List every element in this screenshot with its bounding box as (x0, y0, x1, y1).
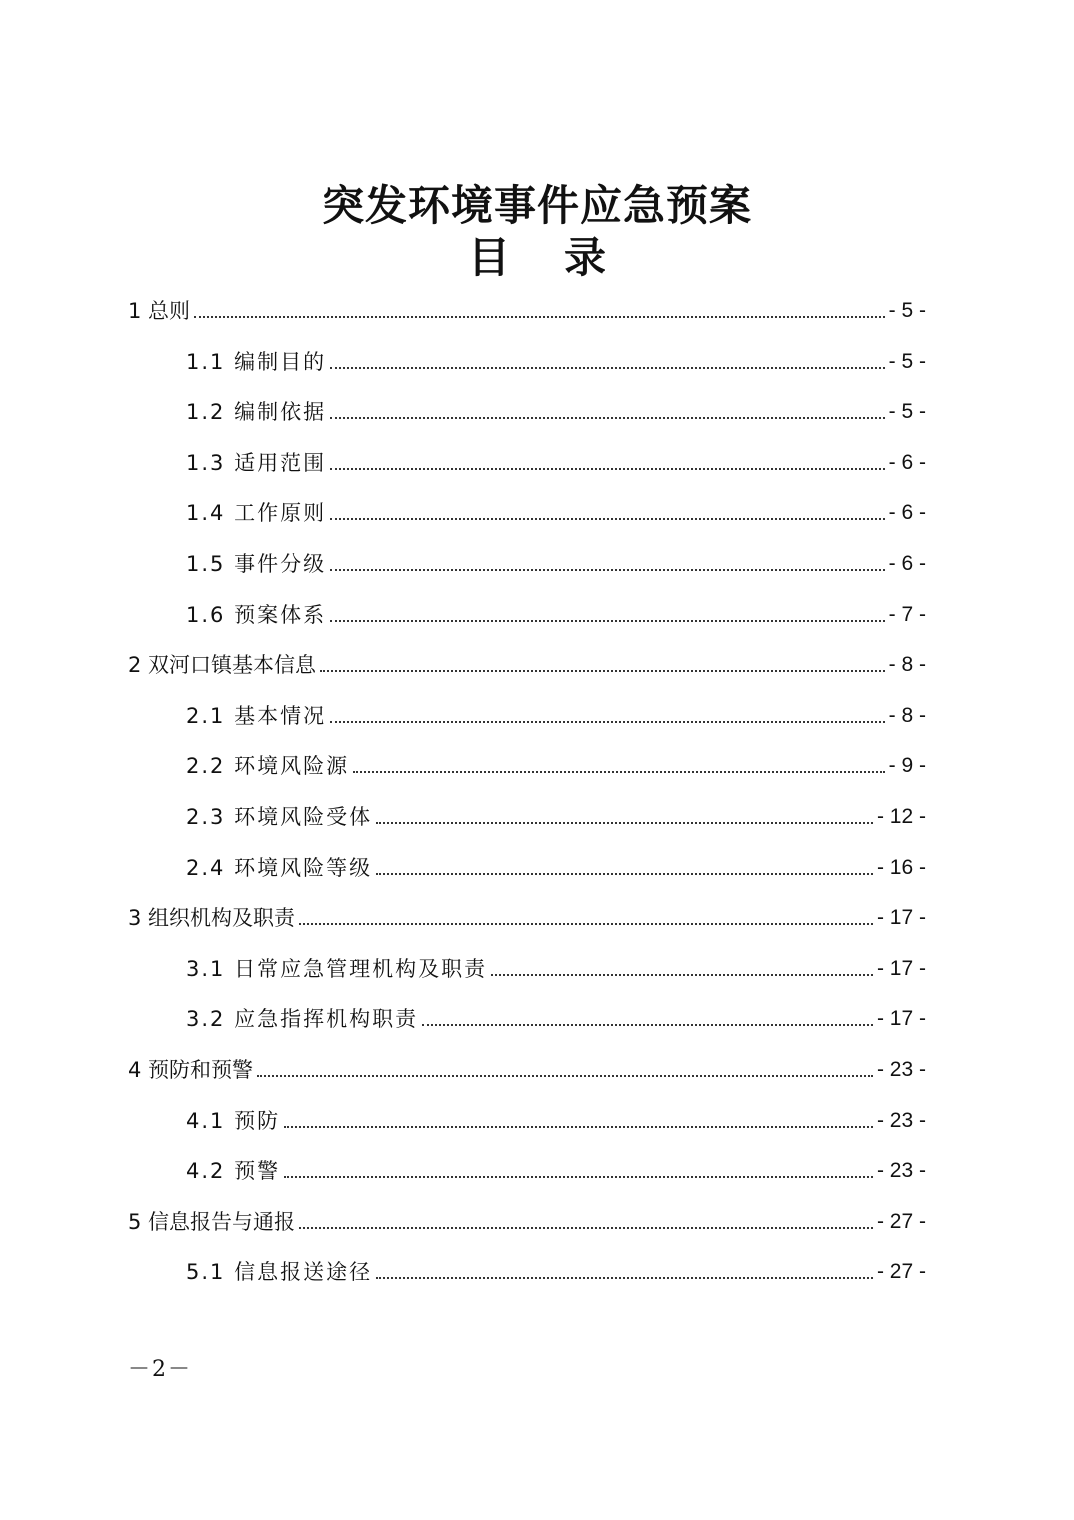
toc-entry-page: - 5 - (888, 400, 926, 424)
toc-entry-label: 1.5 事件分级 (186, 552, 327, 576)
toc-dot-leader (320, 670, 885, 672)
toc-entry-label: 4.2 预警 (186, 1159, 281, 1184)
toc-section-entry[interactable] (186, 1100, 926, 1136)
toc-section-entry[interactable] (186, 1251, 926, 1287)
toc-entry-page: - 17 - (876, 1007, 926, 1031)
toc-section-entry[interactable] (186, 341, 926, 377)
toc-entry-page: - 9 - (888, 754, 926, 778)
toc-dot-leader (353, 771, 885, 773)
toc-chapter-entry[interactable] (128, 644, 926, 680)
toc-dot-leader (194, 316, 885, 318)
toc-entry-label: 4.1 预防 (186, 1108, 281, 1133)
toc-entry-label: 5 信息报告与通报 (128, 1209, 296, 1234)
document-title: 突发环境事件应急预案 (321, 181, 752, 230)
toc-section-entry[interactable] (186, 695, 926, 731)
toc-section-entry[interactable] (186, 796, 926, 832)
toc-chapter-entry[interactable] (128, 897, 926, 933)
toc-section-entry[interactable] (186, 847, 926, 883)
toc-entry-label: 1.4 工作原则 (186, 501, 327, 526)
toc-dot-leader (330, 417, 885, 419)
toc-entry-page: - 5 - (888, 349, 926, 373)
toc-entry-page: - 12 - (876, 805, 926, 828)
page-number: －2－ (128, 1357, 192, 1382)
toc-entry-label: 3.1 日常应急管理机构及职责 (186, 956, 488, 981)
toc-section-entry[interactable] (186, 998, 926, 1034)
toc-chapter-entry[interactable] (128, 1201, 926, 1237)
toc-entry-page: - 6 - (888, 450, 926, 474)
toc-entry-page: - 17 - (876, 956, 926, 980)
toc-entry-label: 2.4 环境风险等级 (186, 855, 373, 880)
toc-entry-page: - 6 - (888, 501, 926, 525)
toc-dot-leader (376, 1277, 873, 1279)
toc-section-entry[interactable] (186, 745, 926, 781)
toc-section-entry[interactable] (186, 948, 926, 984)
toc-entry-page: - 8 - (888, 653, 926, 677)
toc-entry-label: 1.6 预案体系 (186, 602, 327, 627)
toc-dot-leader (330, 620, 885, 622)
toc-entry-label: 1.3 适用范围 (186, 450, 327, 475)
toc-chapter-entry[interactable] (128, 1049, 926, 1085)
toc-dot-leader (299, 923, 873, 925)
toc-entry-label: 2.2 环境风险源 (186, 754, 350, 779)
toc-entry-label: 3.2 应急指挥机构职责 (186, 1007, 419, 1032)
toc-entry-page: - 27 - (876, 1209, 926, 1233)
toc-dot-leader (491, 974, 873, 976)
toc-dot-leader (330, 518, 885, 520)
toc-section-entry[interactable] (186, 543, 926, 579)
toc-entry-label: 2.3 环境风险受体 (186, 805, 373, 829)
toc-entry-page: - 27 - (876, 1260, 926, 1284)
toc-entry-page: - 23 - (876, 1058, 926, 1081)
toc-entry-page: - 17 - (876, 906, 926, 930)
toc-dot-leader (330, 569, 885, 571)
toc-entry-page: - 5 - (888, 299, 926, 322)
toc-entry-label: 2 双河口镇基本信息 (128, 653, 317, 678)
toc-section-entry[interactable] (186, 442, 926, 478)
toc-section-entry[interactable] (186, 1150, 926, 1186)
toc-entry-label: 3 组织机构及职责 (128, 906, 296, 931)
toc-section-entry[interactable] (186, 492, 926, 528)
toc-dot-leader (330, 367, 885, 369)
toc-section-entry[interactable] (186, 594, 926, 630)
toc-section-entry[interactable] (186, 391, 926, 427)
toc-chapter-entry[interactable] (128, 290, 926, 326)
toc-dot-leader (299, 1227, 873, 1229)
toc-entry-page: - 6 - (888, 552, 926, 575)
toc-entry-page: - 7 - (888, 602, 926, 626)
toc-entry-label: 2.1 基本情况 (186, 703, 327, 728)
toc-entry-label: 1.1 编制目的 (186, 349, 327, 374)
toc-dot-leader (330, 721, 885, 723)
toc-dot-leader (376, 822, 873, 824)
toc-dot-leader (284, 1176, 873, 1178)
toc-entry-label: 1 总则 (128, 299, 191, 323)
toc-heading: 目录 (467, 233, 660, 282)
toc-entry-page: - 23 - (876, 1108, 926, 1132)
toc-entry-label: 5.1 信息报送途径 (186, 1260, 373, 1285)
toc-dot-leader (422, 1024, 873, 1026)
toc-entry-label: 4 预防和预警 (128, 1058, 254, 1082)
toc-entry-label: 1.2 编制依据 (186, 400, 327, 425)
toc-dot-leader (376, 873, 873, 875)
toc-dot-leader (257, 1075, 873, 1077)
toc-dot-leader (284, 1126, 873, 1128)
toc-entry-page: - 16 - (876, 855, 926, 879)
toc-entry-page: - 23 - (876, 1159, 926, 1183)
toc-entry-page: - 8 - (888, 703, 926, 727)
toc-dot-leader (330, 468, 885, 470)
